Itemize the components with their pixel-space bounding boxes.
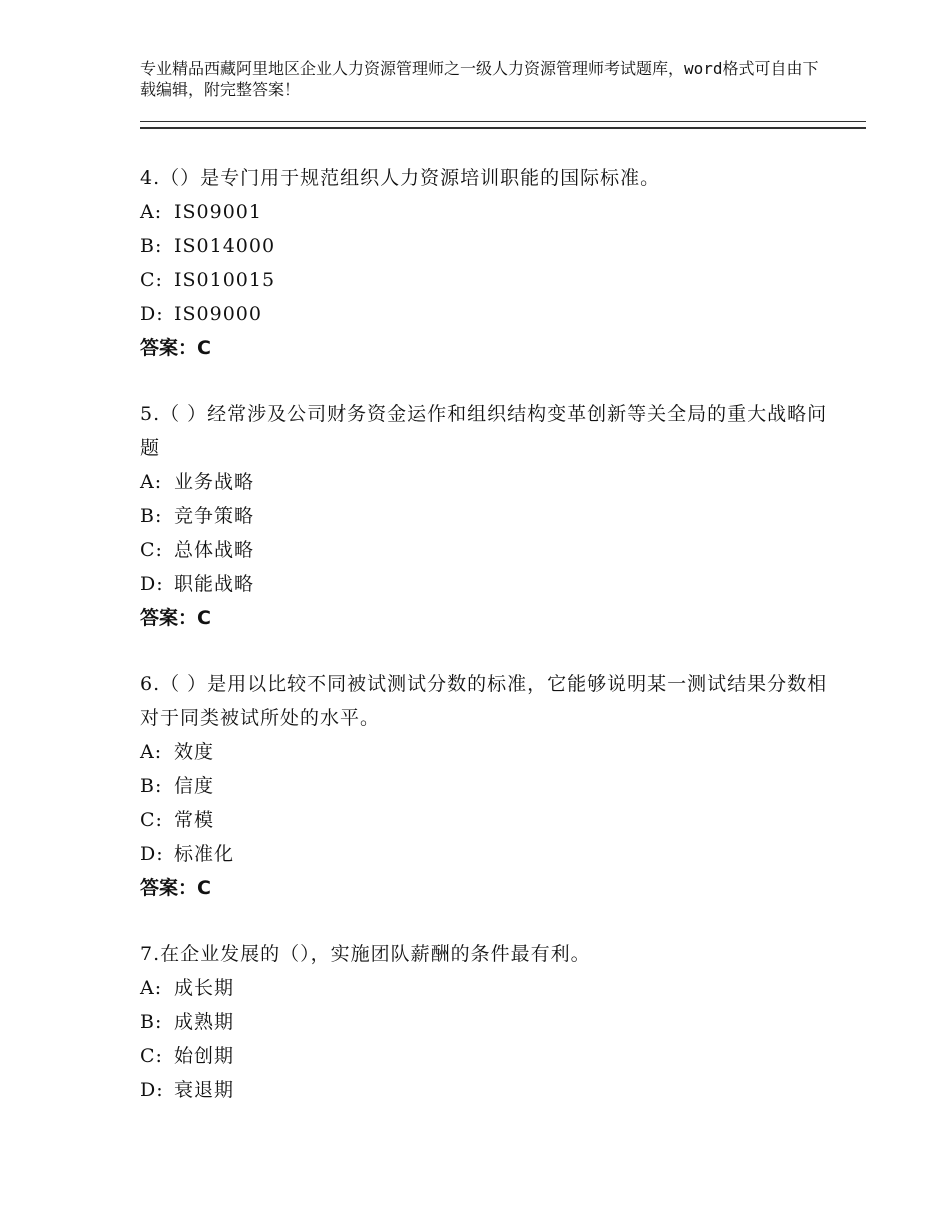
option-text: IS014000 [174,235,276,257]
answer-line: 答案：C [140,607,211,629]
option-c [140,1039,830,1073]
option-letter: B: [140,775,163,797]
question-text: 6.（ ）是用以比较不同被试测试分数的标准，它能够说明某一测试结果分数相对于同类被试所处的水平。 [140,673,828,729]
option-letter: C: [140,539,163,561]
question-7 [140,937,830,1107]
option-letter: A: [140,741,163,763]
question-4 [140,161,830,365]
option-c [140,803,830,837]
option-text: 效度 [174,741,215,763]
option-a [140,195,830,229]
option-letter: B: [140,505,163,527]
question-5 [140,397,830,635]
question-list [140,161,830,1139]
option-a [140,971,830,1005]
question-text: 7.在企业发展的（），实施团队薪酬的条件最有利。 [140,943,591,965]
option-letter: B: [140,235,163,257]
option-letter: A: [140,201,163,223]
option-text: 职能战略 [174,573,255,595]
option-text: 业务战略 [174,471,255,493]
option-c [140,533,830,567]
question-text: 5.（ ）经常涉及公司财务资金运作和组织结构变革创新等关全局的重大战略问题 [140,403,828,459]
option-text: 常模 [174,809,215,831]
option-d [140,567,830,601]
option-letter: D: [140,1079,164,1101]
option-letter: C: [140,1045,163,1067]
option-a [140,735,830,769]
header-divider [140,121,866,129]
option-text: IS09000 [174,303,262,325]
option-letter: C: [140,269,163,291]
option-letter: C: [140,809,163,831]
option-a [140,465,830,499]
option-text: 总体战略 [174,539,255,561]
option-text: 衰退期 [174,1079,235,1101]
option-c [140,263,830,297]
option-text: 成长期 [174,977,235,999]
option-b [140,229,830,263]
option-text: 竞争策略 [174,505,255,527]
option-text: 始创期 [174,1045,235,1067]
option-d [140,837,830,871]
option-d [140,297,830,331]
option-letter: D: [140,843,164,865]
answer-line: 答案：C [140,337,211,359]
option-d [140,1073,830,1107]
option-b [140,769,830,803]
option-letter: A: [140,977,163,999]
option-letter: B: [140,1011,163,1033]
option-letter: D: [140,573,164,595]
option-text: IS010015 [174,269,276,291]
option-b [140,1005,830,1039]
option-text: IS09001 [174,201,262,223]
document-header: 专业精品西藏阿里地区企业人力资源管理师之一级人力资源管理师考试题库，word格式可自由下载编辑，附完整答案！ [140,59,819,99]
option-letter: D: [140,303,164,325]
answer-line: 答案：C [140,877,211,899]
question-text: 4.（）是专门用于规范组织人力资源培训职能的国际标准。 [140,167,661,189]
option-text: 成熟期 [174,1011,235,1033]
option-text: 标准化 [174,843,235,865]
question-6 [140,667,830,905]
option-text: 信度 [174,775,215,797]
option-b [140,499,830,533]
option-letter: A: [140,471,163,493]
